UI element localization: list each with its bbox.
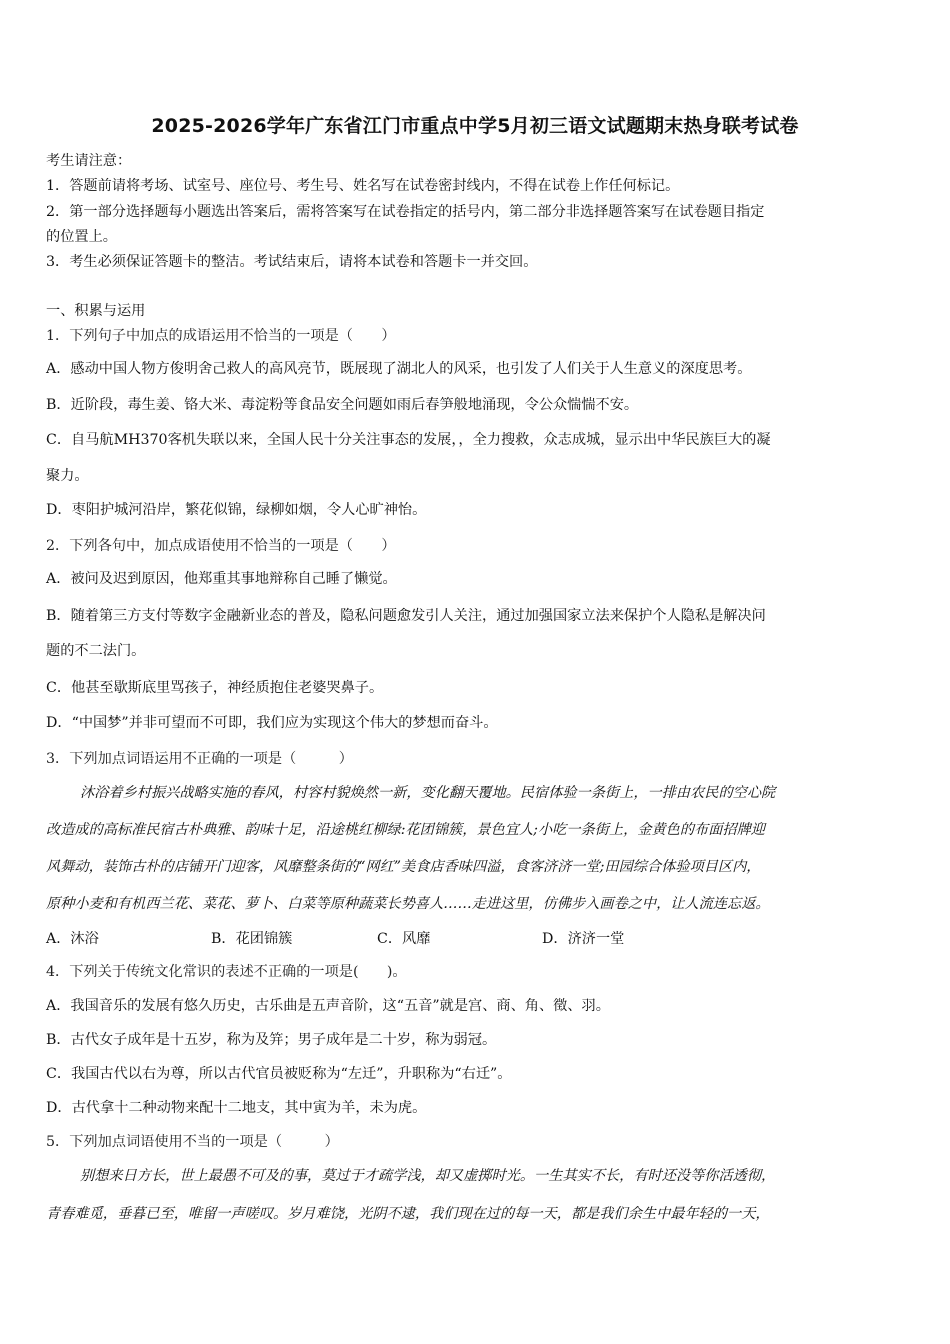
option-c: C．他甚至歇斯底里骂孩子，神经质抱住老婆哭鼻子。 [46, 680, 384, 696]
question-stem: 1．下列句子中加点的成语运用不恰当的一项是（ ） [46, 328, 396, 344]
page-title: 2025-2026学年广东省江门市重点中学5月初三语文试题期末热身联考试卷 [151, 115, 799, 137]
passage-line: 别想来日方长，世上最愚不可及的事，莫过于才疏学浅，却又虚掷时光。一生其实不长，有时还没等你活透彻， [80, 1168, 776, 1184]
notice-item: 3．考生必须保证答题卡的整洁。考试结束后，请将本试卷和答题卡一并交回。 [46, 254, 538, 270]
passage-line: 原种小麦和有机西兰花、菜花、萝卜、白菜等原种蔬菜长势喜人……走进这里，仿佛步入画卷之中，让人流连忘返。 [46, 896, 770, 912]
option-d: D．古代拿十二种动物来配十二地支，其中寅为羊，未为虎。 [46, 1100, 427, 1116]
section-heading: 一、积累与运用 [46, 303, 146, 319]
notice-item: 2．第一部分选择题每小题选出答案后，需将答案写在试卷指定的括号内，第二部分非选择题答案写在试卷题目指定 [46, 204, 765, 220]
option-a: A．感动中国人物方俊明舍己救人的高风亮节，既展现了湖北人的风采，也引发了人们关于人生意义的深度思考。 [46, 361, 752, 377]
passage-line: 沐浴着乡村振兴战略实施的春风，村容村貌焕然一新，变化翻天覆地。民宿体验一条街上，一排由农民的空心院 [80, 785, 776, 801]
option-b: B．古代女子成年是十五岁，称为及笄；男子成年是二十岁，称为弱冠。 [46, 1032, 497, 1048]
notice-item: 1．答题前请将考场、试室号、座位号、考生号、姓名写在试卷密封线内，不得在试卷上作任何标记。 [46, 178, 680, 194]
question-stem: 2．下列各句中，加点成语使用不恰当的一项是（ ） [46, 538, 396, 554]
question-stem: 5．下列加点词语使用不当的一项是（ ） [46, 1134, 339, 1150]
notice-heading: 考生请注意： [46, 153, 132, 169]
option-b: B．近阶段，毒生姜、铬大米、毒淀粉等食品安全问题如雨后春笋般地涌现，令公众惴惴不安。 [46, 397, 639, 413]
option-d: D．“中国梦”并非可望而不可即，我们应为实现这个伟大的梦想而奋斗。 [46, 715, 498, 731]
option-c: C．自马航MH370客机失联以来，全国人民十分关注事态的发展，，全力搜救，众志成城，显示出中华民族巨大的凝 [46, 432, 771, 448]
option-b: B．花团锦簇 [211, 931, 293, 947]
option-row [46, 928, 906, 948]
passage-line: 青春难觅，垂暮已至，唯留一声嗟叹。岁月难饶，光阴不逮，我们现在过的每一天，都是我们余生中最年轻的一天， [46, 1206, 770, 1222]
option-b-continued: 题的不二法门。 [46, 643, 146, 659]
option-a: A．我国音乐的发展有悠久历史，古乐曲是五声音阶，这“五音”就是宫、商、角、徵、羽。 [46, 998, 610, 1014]
option-a: A．沐浴 [46, 931, 99, 947]
notice-item: 的位置上。 [46, 229, 117, 245]
passage-line: 改造成的高标准民宿古朴典雅、韵味十足，沿途桃红柳绿:花团锦簇，景色宜人;小吃一条街上，金黄色的布面招牌迎 [46, 822, 765, 838]
option-d: D．枣阳护城河沿岸，繁花似锦，绿柳如烟，令人心旷神怡。 [46, 502, 427, 518]
option-b: B．随着第三方支付等数字金融新业态的普及，隐私问题愈发引人关注，通过加强国家立法来保护个人隐私是解决问 [46, 608, 766, 624]
question-stem: 3．下列加点词语运用不正确的一项是（ ） [46, 751, 353, 767]
option-c: C．风靡 [377, 931, 431, 947]
option-c-continued: 聚力。 [46, 468, 89, 484]
option-c: C．我国古代以右为尊，所以古代官员被贬称为“左迁”，升职称为“右迁”。 [46, 1066, 512, 1082]
passage-line: 风舞动，装饰古朴的店铺开门迎客，风靡整条街的“网红”美食店香味四溢，食客济济一堂;田园综合体验项目区内， [46, 859, 761, 875]
option-a: A．被问及迟到原因，他郑重其事地辩称自己睡了懒觉。 [46, 571, 397, 587]
option-d: D．济济一堂 [542, 931, 625, 947]
question-stem: 4．下列关于传统文化常识的表述不正确的一项是( )。 [46, 964, 407, 980]
